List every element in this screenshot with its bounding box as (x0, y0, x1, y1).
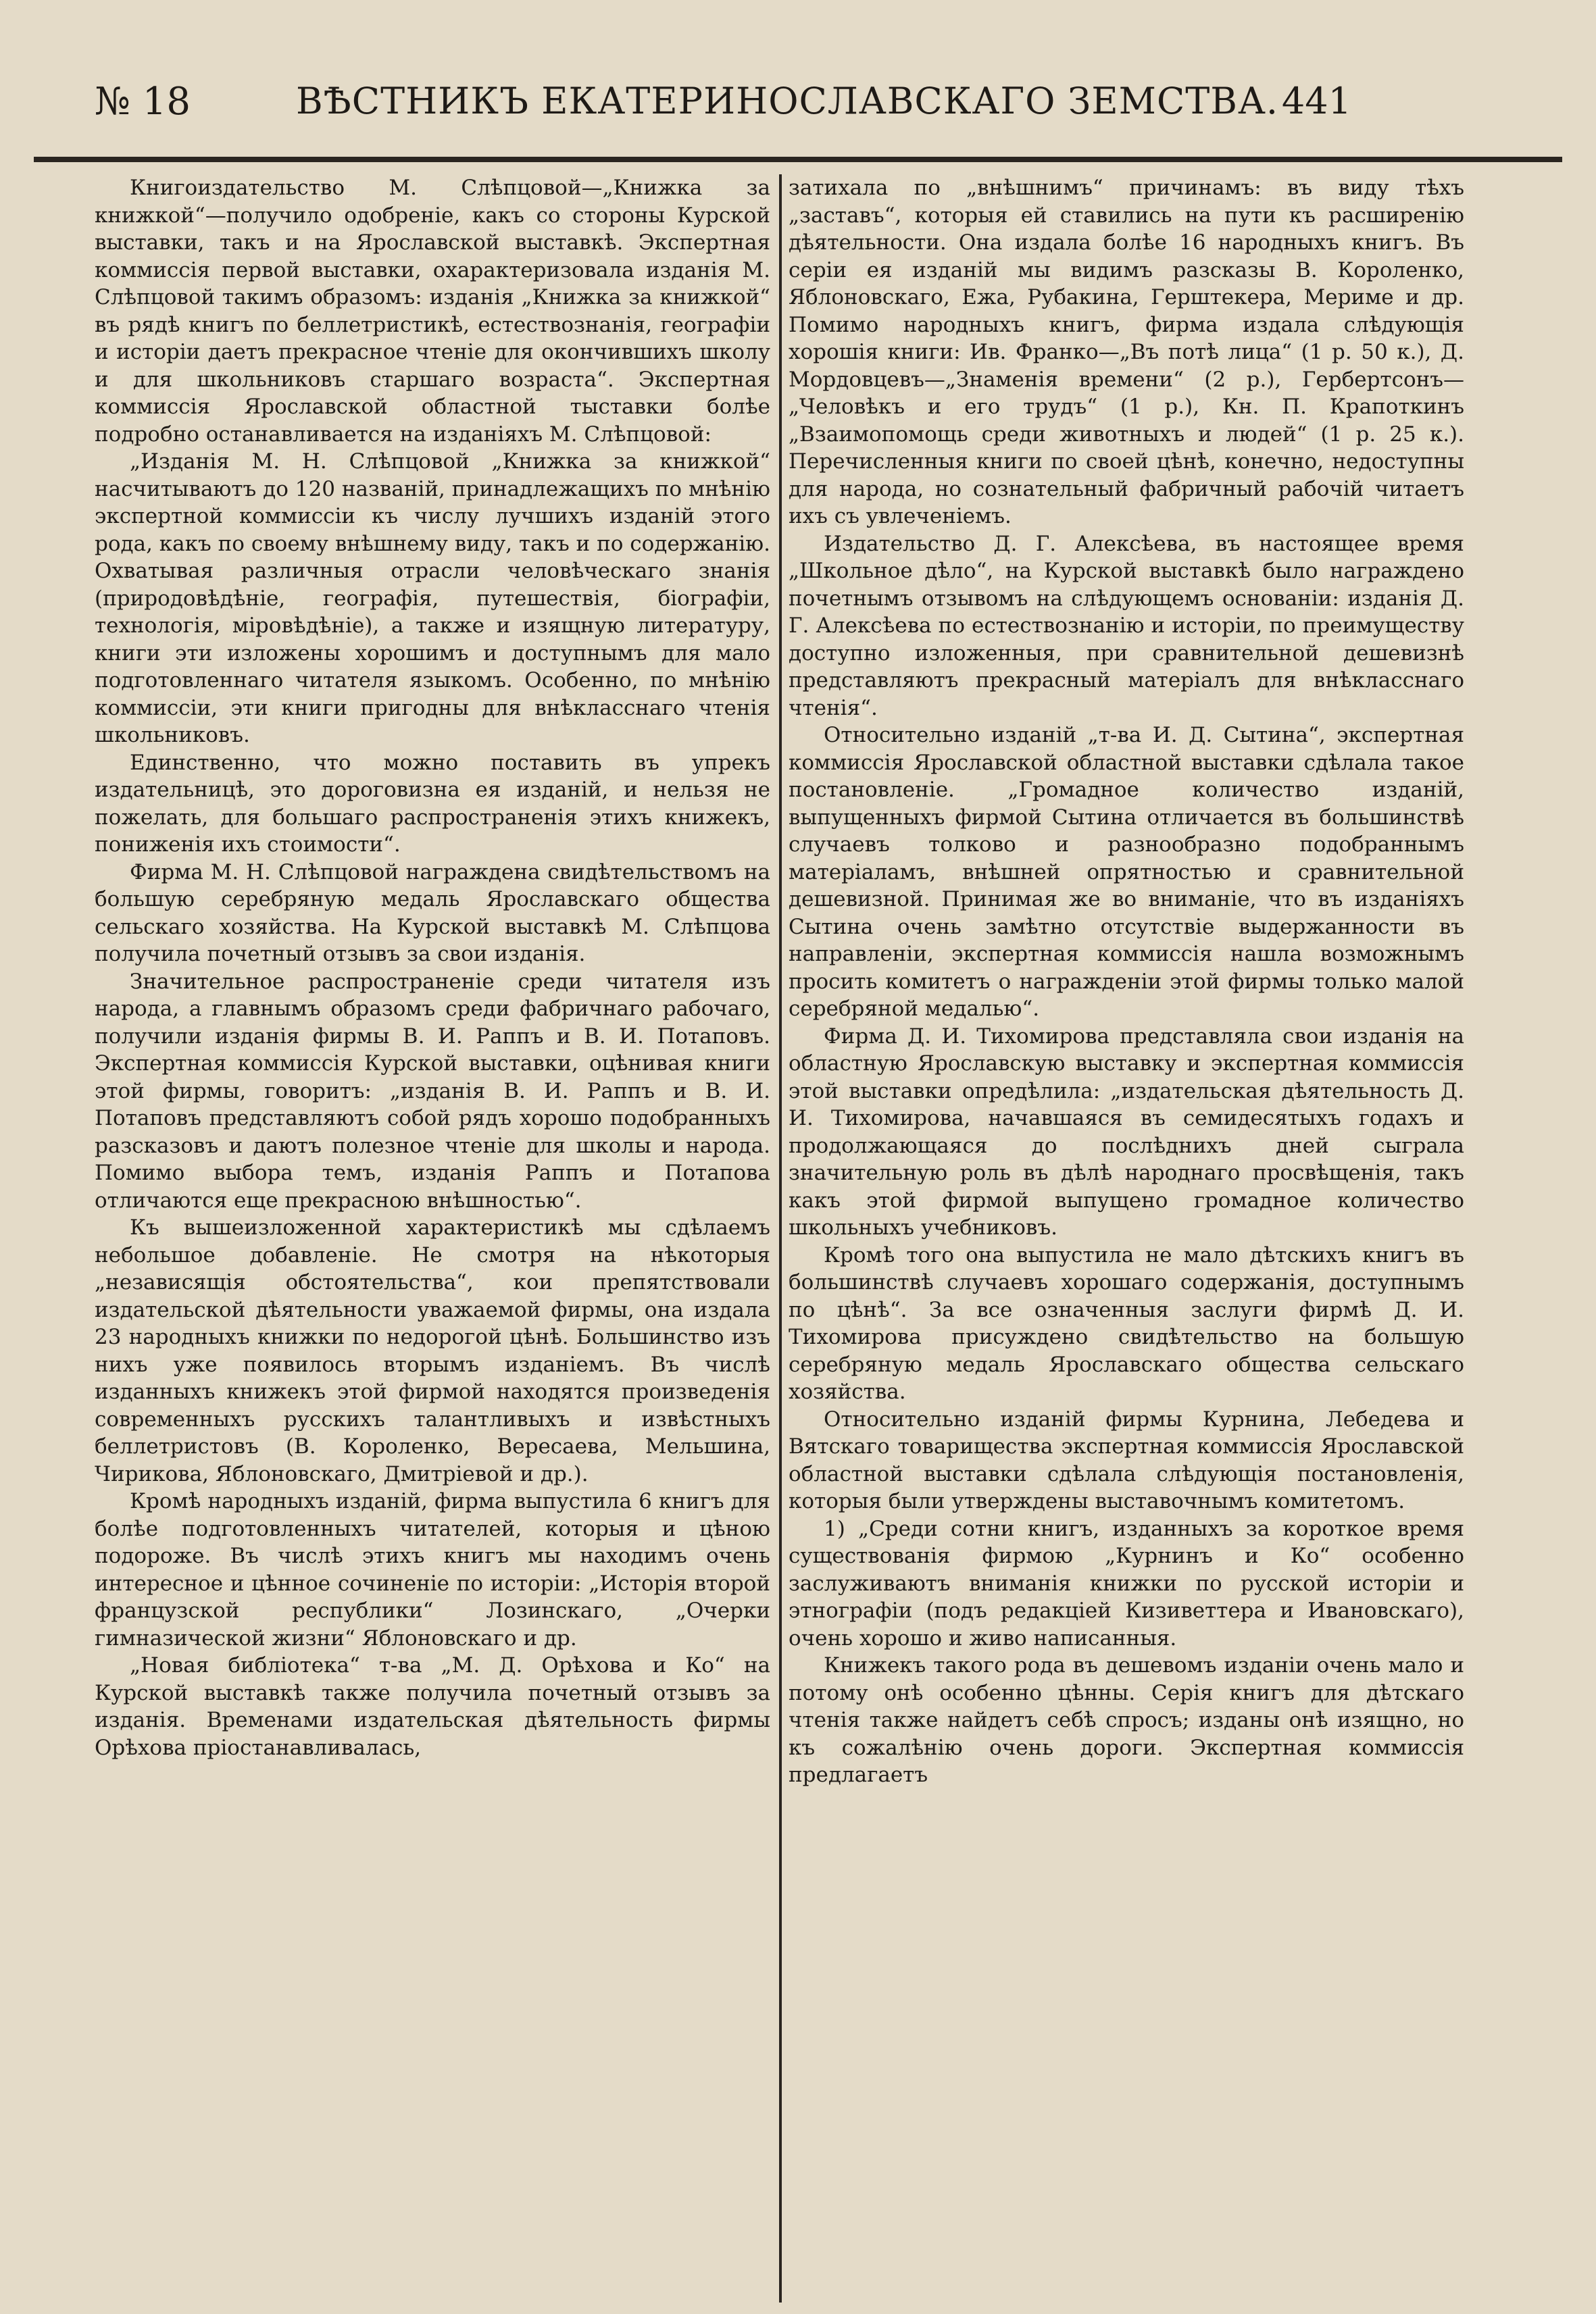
paragraph: Значительное распространеніе среди читателя изъ народа, а главнымъ образомъ среди фабричнаго рабочаго, получили изданія фирмы В. И. Раппъ и В. И. Потаповъ. Экспертная коммиссія Курской выставки, оцѣнивая книги этой фирмы, говоритъ: „изданія В. И. Раппъ и В. И. Потаповъ представляютъ собой рядъ хорошо подобранныхъ разсказовъ и даютъ полезное чтеніе для школы и народа. Помимо выбора темъ, изданія Раппъ и Потапова отличаются еще прекрасною внѣшностью“. (95, 969, 770, 1213)
header-rule (34, 157, 1562, 162)
paragraph: затихала по „внѣшнимъ“ причинамъ: въ виду тѣхъ „заставъ“, которыя ей ставились на пути къ расширенію дѣятельности. Она издала болѣе 16 народныхъ книгъ. Въ серіи ея изданій мы видимъ разсказы В. Короленко, Яблоновскаго, Ежа, Рубакина, Герштекера, Мериме и др. Помимо народныхъ книгъ, фирма издала слѣдующія хорошія книги: Ив. Франко—„Въ потѣ лица“ (1 р. 50 к.), Д. Мордовцевъ—„Знаменія времени“ (2 р.), Гербертсонъ—„Человѣкъ и его трудъ“ (1 р.), Кн. П. Крапоткинъ „Взаимопомощь среди животныхъ и людей“ (1 р. 25 к.). Перечисленныя книги по своей цѣнѣ, конечно, недоступны для народа, но сознательный фабричный рабочій читаетъ ихъ съ увлеченіемъ. (789, 176, 1464, 528)
page-header (88, 80, 1487, 147)
paragraph: „Изданія М. Н. Слѣпцовой „Книжка за книжкой“ насчитываютъ до 120 названій, принадлежащихъ по мнѣнію экспертной коммиссіи къ числу лучшихъ изданій этого рода, какъ по своему внѣшнему виду, такъ и по содержанію. Охватывая различныя отрасли человѣческаго знанія (природовѣдѣніе, географія, путешествія, біографіи, технологія, міровѣдѣніе), а также и изящную литературу, книги эти изложены хорошимъ и доступнымъ для мало подготовленнаго читателя языкомъ. Особенно, по мнѣнію коммиссіи, эти книги пригодны для внѣкласснаго чтенія школьниковъ. (95, 449, 770, 747)
page-number: 441 (1281, 80, 1351, 122)
left-column (95, 174, 770, 1761)
paragraph: Книгоиздательство М. Слѣпцовой—„Книжка за книжкой“—получило одобреніе, какъ со стороны Курской выставки, такъ и на Ярославской выставкѣ. Экспертная коммиссія первой выставки, охарактеризовала изданія М. Слѣпцовой такимъ образомъ: изданія „Книжка за книжкой“ въ рядѣ книгъ по беллетристикѣ, естествознанія, географіи и исторіи даетъ прекрасное чтеніе для окончившихъ школу и для школьниковъ старшаго возраста“. Экспертная коммиссія Ярославской областной тыставки болѣе подробно останавливается на изданіяхъ М. Слѣпцовой: (95, 176, 770, 447)
paragraph: Кромѣ того она выпустила не мало дѣтскихъ книгъ въ большинствѣ случаевъ хорошаго содержанія, доступнымъ по цѣнѣ“. За все означенныя заслуги фирмѣ Д. И. Тихомирова присуждено свидѣтельство на большую серебряную медаль Ярославскаго общества сельскаго хозяйства. (789, 1242, 1464, 1404)
journal-title: ВѢСТНИКЪ ЕКАТЕРИНОСЛАВСКАГО ЗЕМСТВА. (295, 80, 1279, 122)
paragraph: Къ вышеизложенной характеристикѣ мы сдѣлаемъ небольшое добавленіе. Не смотря на нѣкоторыя „независящія обстоятельства“, кои препятствовали издательской дѣятельности уважаемой фирмы, она издала 23 народныхъ книжки по недорогой цѣнѣ. Большинство изъ нихъ уже появилось вторымъ изданіемъ. Въ числѣ изданныхъ книжекъ этой фирмой находятся произведенія современныхъ русскихъ талантливыхъ и извѣстныхъ беллетристовъ (В. Короленко, Вересаева, Мельшина, Чирикова, Яблоновскаго, Дмитріевой и др.). (95, 1215, 770, 1486)
paragraph: Книжекъ такого рода въ дешевомъ изданіи очень мало и потому онѣ особенно цѣнны. Серія книгъ для дѣтскаго чтенія также найдетъ себѣ спросъ; изданы онѣ изящно, но къ сожалѣнію очень дороги. Экспертная коммиссія предлагаетъ (789, 1653, 1464, 1787)
paragraph: Относительно изданій фирмы Курнина, Лебедева и Вятскаго товарищества экспертная коммиссія Ярославской областной выставки сдѣлала слѣдующія постановленія, которыя были утверждены выставочнымъ комитетомъ. (789, 1407, 1464, 1513)
paragraph: Единственно, что можно поставить въ упрекъ издательницѣ, это дороговизна ея изданій, и нельзя не пожелать, для большаго распространенія этихъ книжекъ, пониженія ихъ стоимости“. (95, 750, 770, 857)
column-divider (779, 174, 782, 2303)
paragraph: Издательство Д. Г. Алексѣева, въ настоящее время „Школьное дѣло“, на Курской выставкѣ было награждено почетнымъ отзывомъ на слѣдующемъ основаніи: изданія Д. Г. Алексѣева по естествознанію и исторіи, по преимуществу доступно изложенныя, при сравнительной дешевизнѣ представляютъ прекрасный матеріалъ для внѣкласснаго чтенія“. (789, 531, 1464, 720)
right-column (789, 174, 1464, 1789)
paragraph: Кромѣ народныхъ изданій, фирма выпустила 6 книгъ для болѣе подготовленныхъ читателей, которыя и цѣною подороже. Въ числѣ этихъ книгъ мы находимъ очень интересное и цѣнное сочиненіе по исторіи: „Исторія второй французской республики“ Лозинскаго, „Очерки гимназической жизни“ Яблоновскаго и др. (95, 1489, 770, 1651)
paragraph: Фирма Д. И. Тихомирова представляла свои изданія на областную Ярославскую выставку и экспертная коммиссія этой выставки опредѣлила: „издательская дѣятельность Д. И. Тихомирова, начавшаяся въ семидесятыхъ годахъ и продолжающаяся до послѣднихъ дней сыграла значительную роль въ дѣлѣ народнаго просвѣщенія, такъ какъ этой фирмой выпущено громадное количество школьныхъ учебниковъ. (789, 1024, 1464, 1240)
paragraph: Фирма М. Н. Слѣпцовой награждена свидѣтельствомъ на большую серебряную медаль Ярославскаго общества сельскаго хозяйства. На Курской выставкѣ М. Слѣпцова получила почетный отзывъ за свои изданія. (95, 859, 770, 966)
issue-number: № 18 (95, 80, 191, 124)
paragraph: „Новая библіотека“ т-ва „М. Д. Орѣхова и Ко“ на Курской выставкѣ также получила почетный отзывъ за изданія. Временами издательская дѣятельность фирмы Орѣхова пріостанавливалась, (95, 1653, 770, 1760)
paragraph: 1) „Среди сотни книгъ, изданныхъ за короткое время существованія фирмою „Курнинъ и Ко“ особенно заслуживаютъ вниманія книжки по русской исторіи и этнографіи (подъ редакціей Кизиветтера и Ивановскаго), очень хорошо и живо написанныя. (789, 1516, 1464, 1651)
paragraph: Относительно изданій „т-ва И. Д. Сытина“, экспертная коммиссія Ярославской областной выставки сдѣлала такое постановленіе. „Громадное количество изданій, выпущенныхъ фирмой Сытина отличается въ большинствѣ случаевъ толково и разнообразно подобраннымъ матеріаламъ, внѣшней опрятностью и сравнительной дешевизной. Принимая же во вниманіе, что въ изданіяхъ Сытина очень замѣтно отсутствіе выдержанности въ направленіи, экспертная коммиссія нашла возможнымъ просить комитетъ о награжденіи этой фирмы только малой серебряной медалью“. (789, 723, 1464, 1021)
